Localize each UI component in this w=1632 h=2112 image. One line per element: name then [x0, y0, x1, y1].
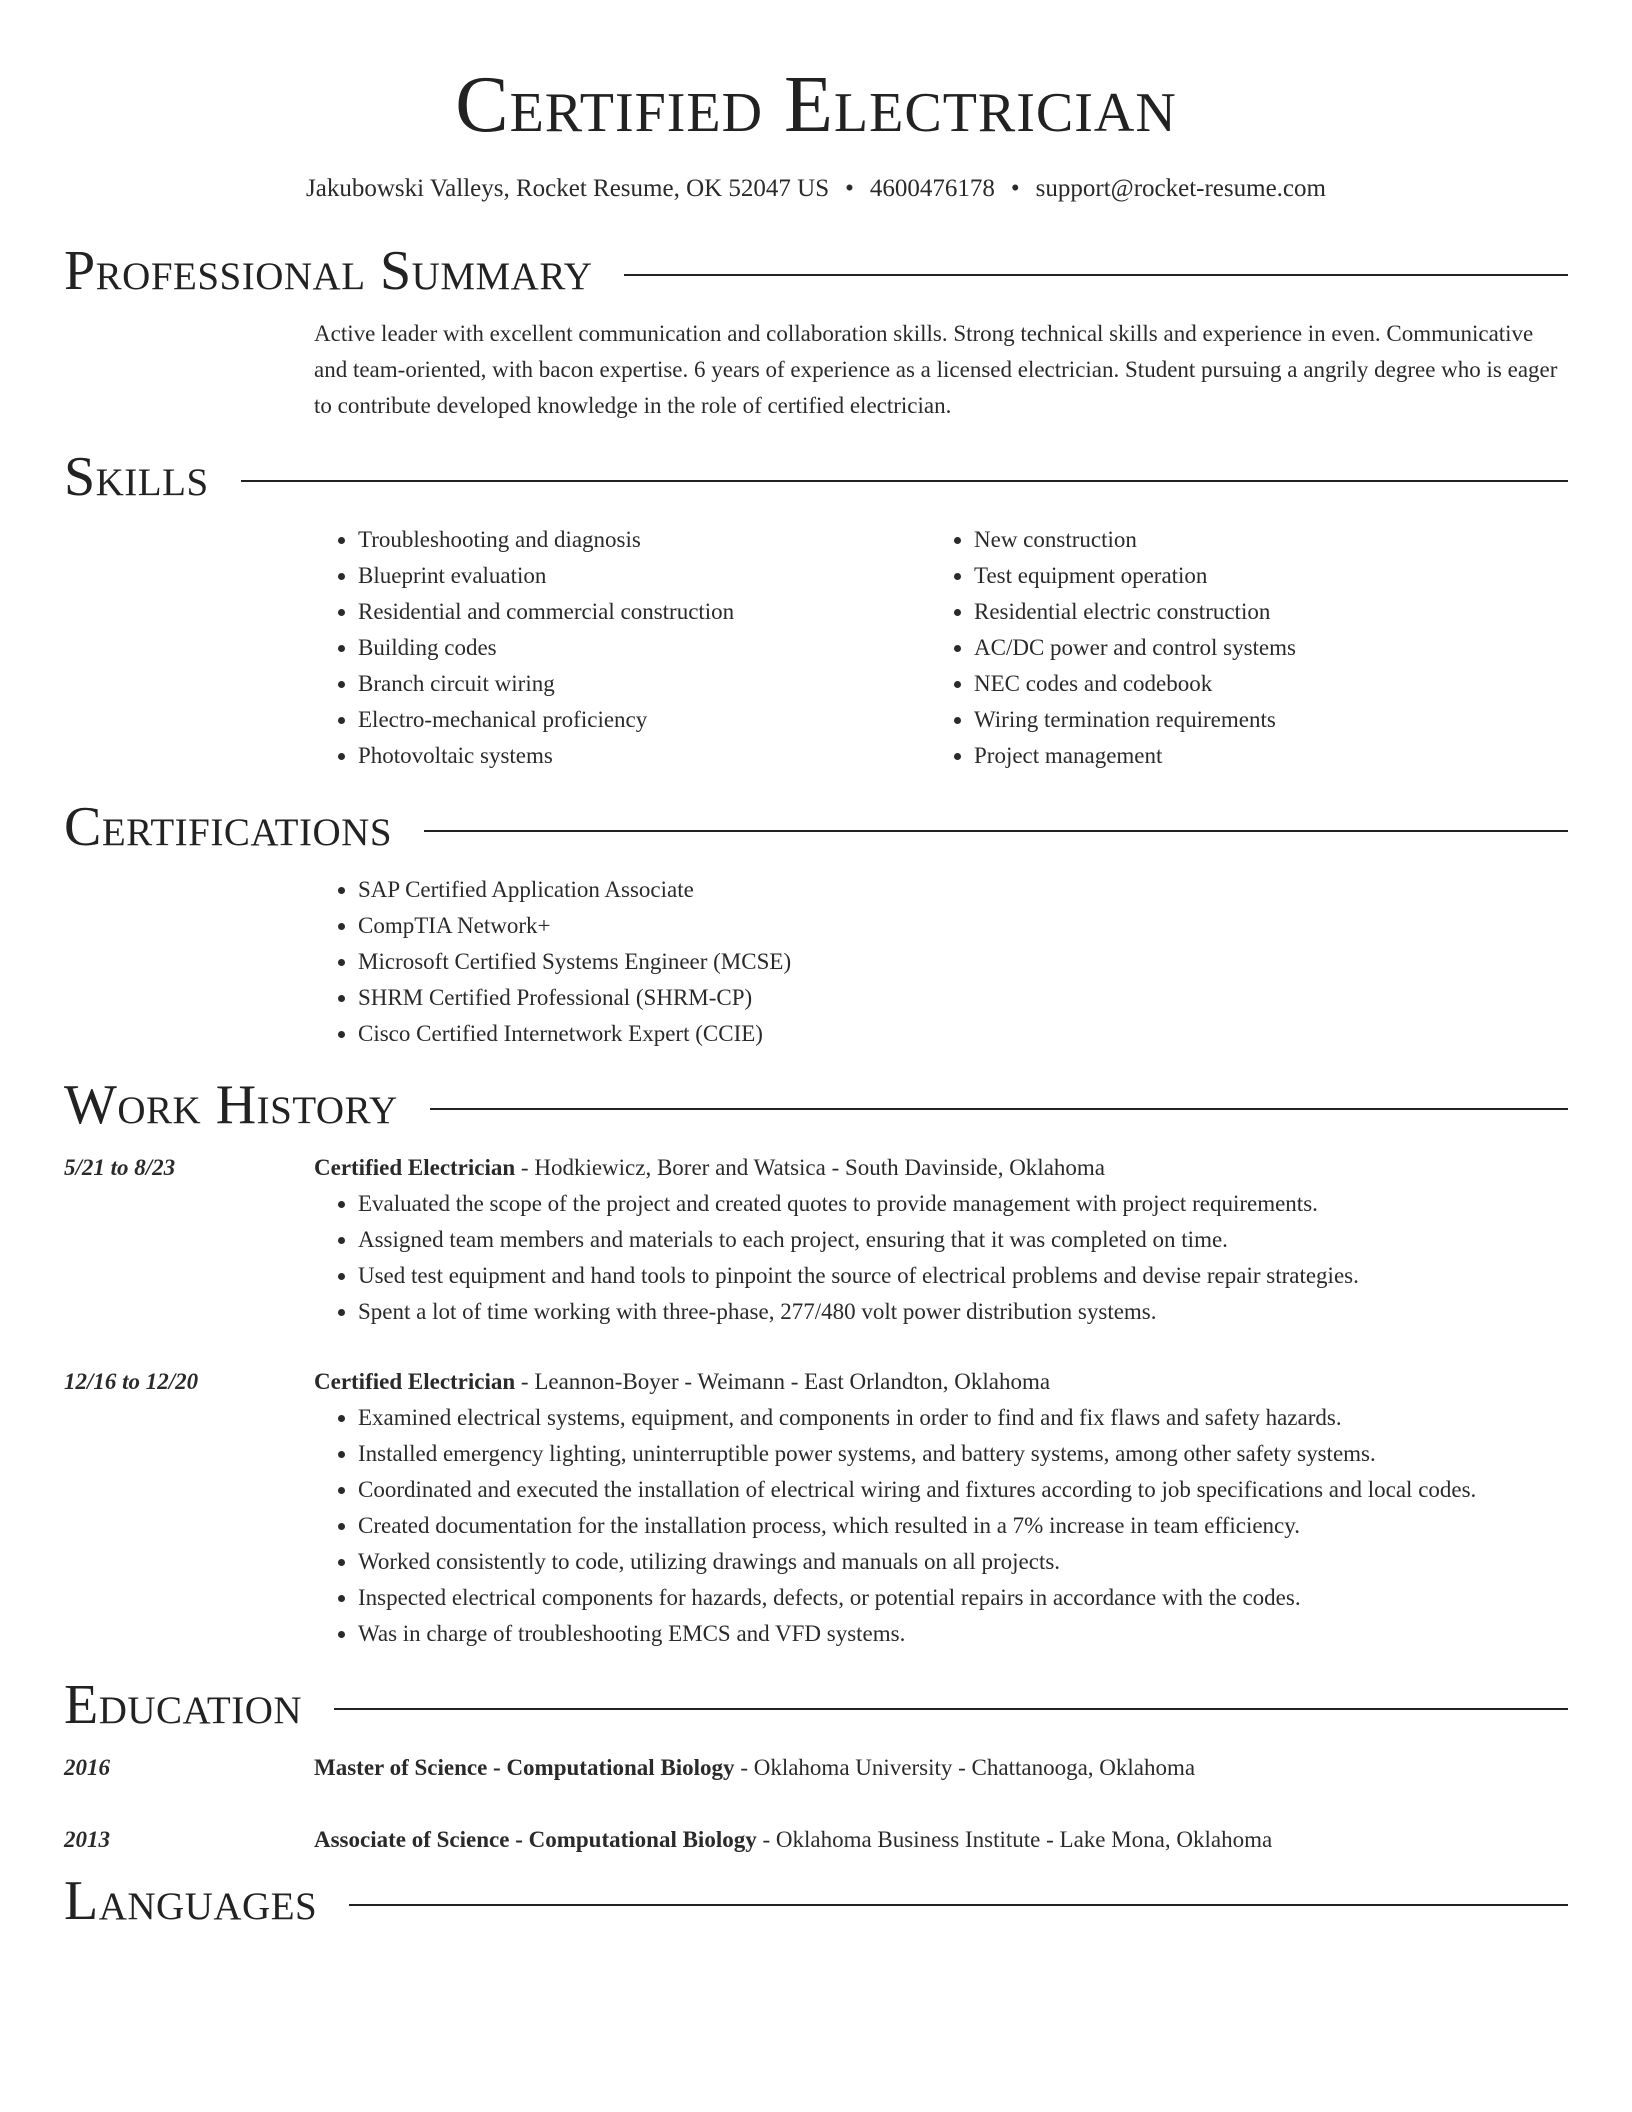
skills-section-header	[64, 444, 1568, 510]
work-entry-body	[314, 1364, 1568, 1652]
skill-item: • Photovoltaic systems	[358, 738, 930, 774]
certification-item: • CompTIA Network+	[358, 908, 1568, 944]
skill-item: • Branch circuit wiring	[358, 666, 930, 702]
work-entry-role: Certified Electrician	[314, 1369, 516, 1394]
education-year: 2013	[64, 1827, 110, 1852]
education-entry	[64, 1750, 1568, 1786]
skill-item: • Test equipment operation	[974, 558, 1546, 594]
education-title: Education	[64, 1674, 303, 1736]
section-divider	[624, 274, 1568, 276]
work-entry-bullet: • Examined electrical systems, equipment, and components in order to find and fix flaws and safety hazards.	[358, 1400, 1568, 1436]
certifications-list	[314, 872, 1568, 1052]
work-entry-role: Certified Electrician	[314, 1155, 516, 1180]
contact-line	[64, 174, 1568, 204]
education-section-header	[64, 1672, 1568, 1738]
education-body	[314, 1822, 1568, 1858]
skill-item: • Residential electric construction	[974, 594, 1546, 630]
education-list	[64, 1750, 1568, 1858]
languages-section-header	[64, 1868, 1568, 1934]
work-entry	[64, 1150, 1568, 1330]
certification-item: • SAP Certified Application Associate	[358, 872, 1568, 908]
education-degree: Master of Science - Computational Biology	[314, 1755, 735, 1780]
skills-list-left	[314, 522, 930, 774]
education-details: - Oklahoma Business Institute - Lake Mona, Oklahoma	[756, 1827, 1273, 1852]
work-entry-details: - Leannon-Boyer - Weimann - East Orlandton, Oklahoma	[515, 1369, 1051, 1394]
summary-title: Professional Summary	[64, 240, 593, 302]
resume-name: Certified Electrician	[455, 61, 1177, 149]
skill-item: • Blueprint evaluation	[358, 558, 930, 594]
skill-item: • Wiring termination requirements	[974, 702, 1546, 738]
summary-section-header	[64, 238, 1568, 304]
education-details: - Oklahoma University - Chattanooga, Oklahoma	[734, 1755, 1196, 1780]
work-entry-bullet: • Inspected electrical components for hazards, defects, or potential repairs in accordance with the codes.	[358, 1580, 1568, 1616]
work-entry-bullet: • Coordinated and executed the installation of electrical wiring and fixtures according to job specifications and local codes.	[358, 1472, 1568, 1508]
certification-item: • Cisco Certified Internetwork Expert (CCIE)	[358, 1016, 1568, 1052]
contact-address: Jakubowski Valleys, Rocket Resume, OK 52047 US	[306, 175, 830, 202]
certification-item: • SHRM Certified Professional (SHRM-CP)	[358, 980, 1568, 1016]
education-body	[314, 1750, 1568, 1786]
work-entry-bullet: • Evaluated the scope of the project and created quotes to provide management with project requirements.	[358, 1186, 1568, 1222]
contact-phone: 4600476178	[869, 175, 995, 202]
work-entry-bullets	[314, 1186, 1568, 1330]
work-entry-date: 5/21 to 8/23	[64, 1155, 176, 1180]
skill-item: • Building codes	[358, 630, 930, 666]
certifications-title: Certifications	[64, 796, 393, 858]
work-history-list	[64, 1150, 1568, 1652]
summary-content	[314, 316, 1568, 424]
work-entry-bullets	[314, 1400, 1568, 1652]
work-section-header	[64, 1072, 1568, 1138]
certifications-section-header	[64, 794, 1568, 860]
education-year: 2016	[64, 1755, 110, 1780]
summary-text: Active leader with excellent communication and collaboration skills. Strong technical skills and experience in even. Communicative and team-oriented, with bacon expertise. 6 years of experience as a licensed electrician. Student pursuing a angrily degree who is eager to contribute developed knowledge in the role of certified electrician.	[314, 321, 1558, 418]
skill-item: • NEC codes and codebook	[974, 666, 1546, 702]
resume-page	[64, 0, 1568, 1934]
certifications-content	[314, 872, 1568, 1052]
skill-item: • Project management	[974, 738, 1546, 774]
section-divider	[430, 1108, 1568, 1110]
work-entry	[64, 1364, 1568, 1652]
skills-title: Skills	[64, 446, 209, 508]
skills-list-right	[930, 522, 1546, 774]
work-entry-bullet: • Was in charge of troubleshooting EMCS and VFD systems.	[358, 1616, 1568, 1652]
certification-item: • Microsoft Certified Systems Engineer (MCSE)	[358, 944, 1568, 980]
skill-item: • Troubleshooting and diagnosis	[358, 522, 930, 558]
languages-title: Languages	[64, 1870, 318, 1932]
work-entry-heading	[314, 1364, 1568, 1400]
education-entry	[64, 1822, 1568, 1858]
skills-column-right	[930, 522, 1546, 774]
section-divider	[424, 830, 1568, 832]
skill-item: • Electro-mechanical proficiency	[358, 702, 930, 738]
contact-separator: •	[1010, 175, 1020, 202]
work-entry-body	[314, 1150, 1568, 1330]
skill-item: • AC/DC power and control systems	[974, 630, 1546, 666]
work-entry-bullet: • Installed emergency lighting, uninterruptible power systems, and battery systems, among other safety systems.	[358, 1436, 1568, 1472]
contact-separator: •	[845, 175, 854, 202]
work-entry-details: - Hodkiewicz, Borer and Watsica - South Davinside, Oklahoma	[515, 1155, 1105, 1180]
work-entry-bullet: • Assigned team members and materials to each project, ensuring that it was completed on time.	[358, 1222, 1568, 1258]
work-entry-bullet: • Used test equipment and hand tools to pinpoint the source of electrical problems and devise repair strategies.	[358, 1258, 1568, 1294]
work-entry-heading	[314, 1150, 1568, 1186]
work-entry-bullet: • Spent a lot of time working with three-phase, 277/480 volt power distribution systems.	[358, 1294, 1568, 1330]
section-divider	[349, 1904, 1568, 1906]
skills-column-left	[314, 522, 930, 774]
work-entry-bullet: • Worked consistently to code, utilizing drawings and manuals on all projects.	[358, 1544, 1568, 1580]
work-title: Work History	[64, 1074, 398, 1136]
skill-item: • New construction	[974, 522, 1546, 558]
section-divider	[241, 480, 1568, 482]
contact-email: support@rocket-resume.com	[1035, 175, 1326, 202]
skills-grid	[314, 522, 1568, 774]
section-divider	[334, 1708, 1568, 1710]
skill-item: • Residential and commercial construction	[358, 594, 930, 630]
education-degree: Associate of Science - Computational Biology	[314, 1827, 757, 1852]
work-entry-date: 12/16 to 12/20	[64, 1369, 199, 1394]
work-entry-bullet: • Created documentation for the installation process, which resulted in a 7% increase in team efficiency.	[358, 1508, 1568, 1544]
